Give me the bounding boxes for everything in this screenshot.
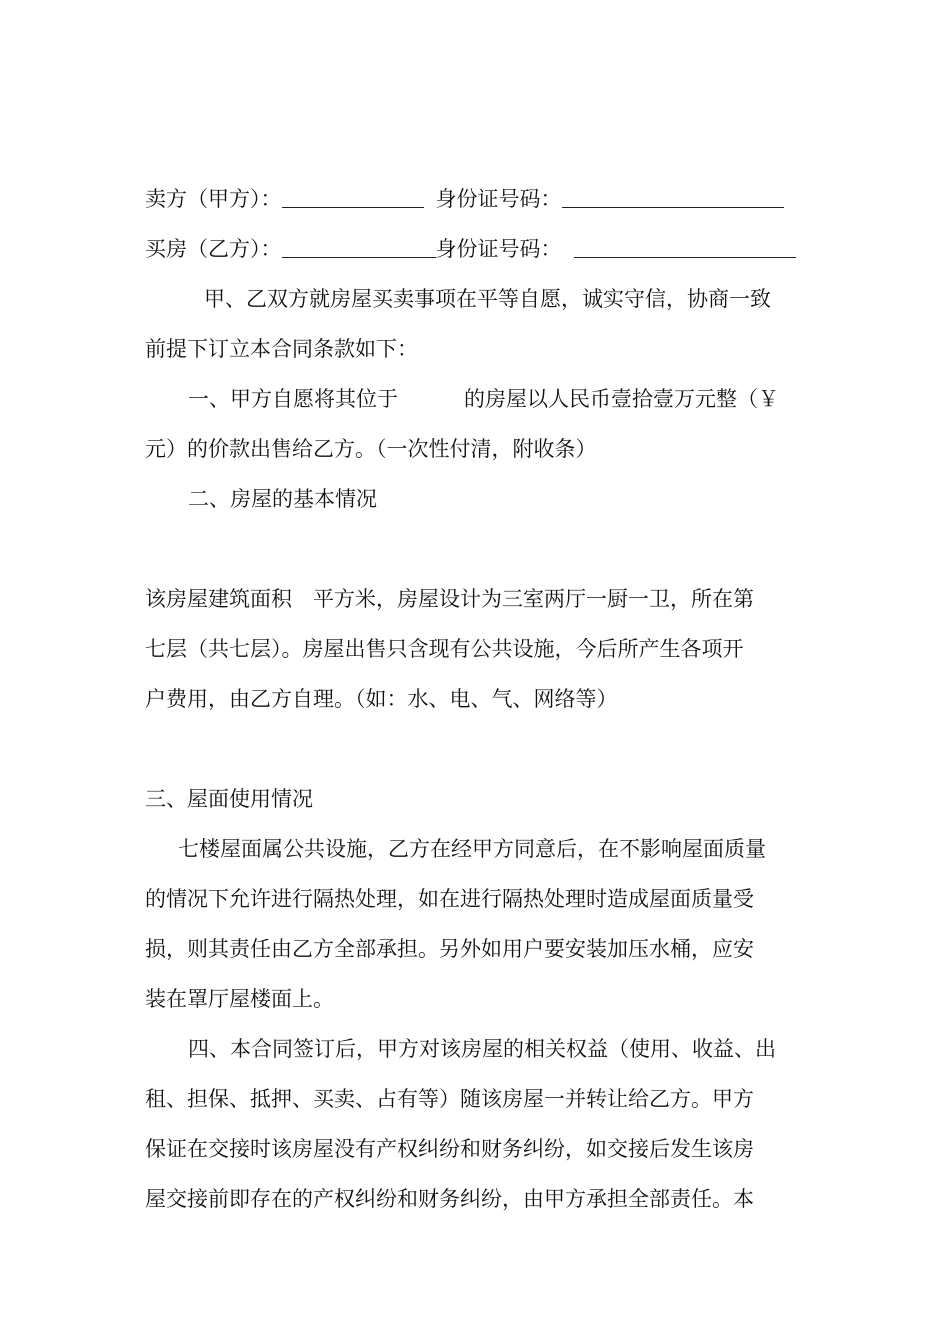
clause1-line-1	[188, 384, 779, 414]
intro-line-1: 甲、乙双方就房屋买卖事项在平等自愿，诚实守信，协商一致	[204, 287, 771, 311]
clause4-line-4: 屋交接前即存在的产权纠纷和财务纠纷，由甲方承担全部责任。本	[145, 1187, 754, 1211]
buyer-name-blank	[282, 237, 436, 258]
seller-id-label: 身份证号码：	[435, 187, 562, 211]
buyer-id-blank	[574, 237, 796, 258]
clause2-line-3: 户费用，由乙方自理。（如：水、电、气、网络等）	[145, 687, 618, 711]
clause3-heading: 三、屋面使用情况	[145, 787, 313, 811]
seller-id-blank	[562, 187, 784, 208]
intro-line-2: 前提下订立本合同条款如下：	[145, 337, 418, 361]
clause1-line-2: 元）的价款出售给乙方。（一次性付清，附收条）	[145, 437, 597, 461]
buyer-label: 买房（乙方）：	[145, 237, 282, 261]
clause2-line-2: 七层（共七层）。房屋出售只含现有公共设施，今后所产生各项开	[145, 637, 744, 661]
seller-row	[145, 184, 784, 214]
clause3-line-3: 损，则其责任由乙方全部承担。另外如用户要安装加压水桶，应安	[145, 937, 754, 961]
clause3-line-4: 装在罩厅屋楼面上。	[145, 987, 334, 1011]
buyer-row	[145, 234, 796, 264]
clause3-line-2: 的情况下允许进行隔热处理，如在进行隔热处理时造成屋面质量受	[145, 887, 754, 911]
seller-name-blank	[282, 187, 424, 208]
clause4-line-3: 保证在交接时该房屋没有产权纠纷和财务纠纷，如交接后发生该房	[145, 1137, 754, 1161]
clause2-line-1: 该房屋建筑面积 平方米，房屋设计为三室两厅一厨一卫，所在第	[145, 587, 754, 611]
clause3-line-1: 七楼屋面属公共设施，乙方在经甲方同意后，在不影响屋面质量	[178, 837, 766, 861]
buyer-id-label: 身份证号码：	[435, 237, 562, 261]
clause4-line-2: 租、担保、抵押、买卖、占有等）随该房屋一并转让给乙方。甲方	[145, 1087, 754, 1111]
clause1-location-prefix: 一、甲方自愿将其位于	[188, 387, 398, 411]
clause1-price-text: 的房屋以人民币壹拾壹万元整（￥	[464, 387, 779, 411]
seller-label: 卖方（甲方）：	[145, 187, 282, 211]
clause2-heading: 二、房屋的基本情况	[188, 487, 377, 511]
clause4-line-1: 四、本合同签订后，甲方对该房屋的相关权益（使用、收益、出	[188, 1037, 776, 1061]
